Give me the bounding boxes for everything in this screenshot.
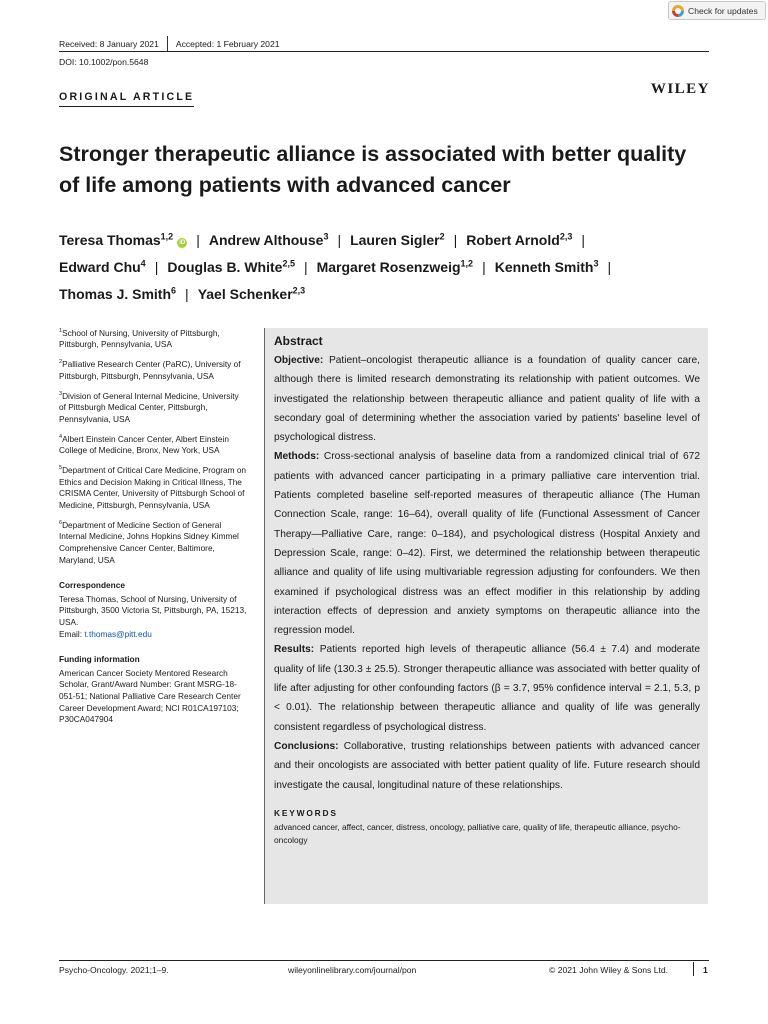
crossmark-icon [672, 5, 684, 17]
check-for-updates-label: Check for updates [688, 5, 758, 16]
affiliation: $^1$School of Nursing, University of Pittsburgh, Pittsburgh, Pennsylvania, USA [59, 327, 220, 350]
article-dates [59, 36, 280, 52]
abstract-box [264, 328, 708, 904]
journal-url[interactable]: wileyonlinelibrary.com/journal/pon [288, 965, 417, 975]
abstract-body [274, 351, 700, 795]
author[interactable]: Teresa Thomas$^{1,2}$iD [59, 231, 186, 248]
affiliations-column [59, 326, 247, 726]
author[interactable]: Margaret Rosenzweig$^{1,2}$ [316, 258, 474, 275]
author-list: Teresa Thomas$^{1,2}$iD | Andrew Althouse$^3$ | Lauren Sigler$^2$ | Robert Arnold$^{2,3}$ | Edward Chu$^4$ | Douglas B. White$^{2,5}$ | Margaret Rosenzweig$^{1,2}$ | Kenneth Smith$^3$ | Thomas J. Smith$^6$ | Yael Schenker$^{2,3}$ [59, 231, 612, 302]
header-rule [59, 51, 709, 52]
affiliation: $^4$Albert Einstein Cancer Center, Albert Einstein College of Medicine, Bronx, New York, USA [59, 433, 230, 456]
email-link[interactable]: t.thomas@pitt.edu [84, 628, 152, 639]
author[interactable]: Thomas J. Smith$^6$ [59, 285, 177, 302]
keywords-list: advanced cancer, affect, cancer, distress, oncology, palliative care, quality of life, therapeutic alliance, psycho-oncology [274, 821, 681, 845]
correspondence-heading: Correspondence [59, 580, 125, 591]
abstract-conclusions: Conclusions: Collaborative, trusting relationships between patients with advanced cancer and their oncologists are associated with better patient quality of life. Future research should investigate the causal, longitudinal nature of these relationships. [274, 740, 700, 791]
correspondence-text: Teresa Thomas, School of Nursing, University of Pittsburgh, 3500 Victoria St, Pittsburgh, PA, 15213, USA. Email: t.thomas@pitt.edu [59, 593, 247, 639]
date-separator [167, 36, 168, 52]
article-type: ORIGINAL ARTICLE [59, 91, 194, 107]
doi: DOI: 10.1002/pon.5648 [59, 57, 149, 67]
abstract-methods: Methods: Cross-sectional analysis of baseline data from a randomized clinical trial of 672 patients with advanced cancer participating in a primary palliative care intervention trial. Patients completed baseline self-reported measures of therapeutic alliance (The Human Connection Scale, range: 16–64), overall quality of life (Functional Assessment of Cancer Therapy—Palliative Care, range: 0–184), and psychological distress (Hospital Anxiety and Depression Scale, range: 0–42). First, we determined the relationship between therapeutic alliance and quality of life using multivariable regression adjusting for confounders. We then examined if psychological distress was an effect modifier in this relationship by adding interaction effects of depression and anxiety symptoms on therapeutic alliance into the regression model. [274, 451, 700, 637]
funding-text: American Cancer Society Mentored Research Scholar, Grant/Award Number: Grant MSRG-18-051-51; National Palliative Care Research Center Career Development Award; NCI R01CA197103; P30CA047904 [59, 667, 241, 725]
author[interactable]: Andrew Althouse$^3$ [208, 231, 329, 248]
keywords-heading: KEYWORDS [274, 807, 338, 818]
publisher-logo: WILEY [650, 81, 710, 97]
abstract-objective: Objective: Patient–oncologist therapeutic alliance is a foundation of quality cancer care, although there is limited research demonstrating its relationship with patient outcomes. We investigated the relationship between therapeutic alliance and patient quality of life with a secondary goal of determining whether the association varied by patients' baseline level of psychological distress. [274, 355, 700, 444]
footer-rule [59, 960, 709, 961]
author[interactable]: Robert Arnold$^{2,3}$ [466, 231, 573, 248]
affiliation: $^5$Department of Critical Care Medicine, Program on Ethics and Decision Making in Critical Illness, The CRISMA Center, University of Pittsburgh School of Medicine, Pittsburgh, Pennsylvania, USA [59, 465, 247, 510]
received-date: Received: 8 January 2021 [59, 39, 159, 49]
affiliation: $^2$Palliative Research Center (PaRC), University of Pittsburgh, Pittsburgh, Pennsylvania, USA [59, 359, 241, 381]
author[interactable]: Yael Schenker$^{2,3}$ [197, 285, 306, 302]
affiliation: $^6$Department of Medicine Section of General Internal Medicine, Johns Hopkins Sidney Kimmel Comprehensive Cancer Center, Baltimore, Maryland, USA [59, 519, 239, 565]
article-title: Stronger therapeutic alliance is associated with better quality of life among patients with advanced cancer [59, 142, 687, 197]
page-number-separator [693, 962, 694, 976]
copyright: © 2021 John Wiley & Sons Ltd. [549, 965, 669, 975]
check-for-updates-button[interactable] [668, 1, 766, 20]
affiliation: $^3$Division of General Internal Medicine, University of Pittsburgh Medical Center, Pittsburgh, Pennsylvania, USA [59, 390, 239, 424]
abstract-heading: Abstract [274, 334, 323, 348]
abstract-results: Results: Patients reported high levels of therapeutic alliance (56.4 ± 7.4) and moderate quality of life (130.3 ± 25.5). Stronger therapeutic alliance was associated with better quality of life after adjusting for other confounding factors (β = 3.7, 95% confidence interval = 2.1, 5.3, p < 0.01). The relationship between therapeutic alliance and quality of life was generally consistent regardless of psychological distress. [274, 644, 700, 733]
page-number: 1 [703, 965, 708, 975]
journal-citation: Psycho-Oncology. 2021;1–9. [59, 965, 169, 975]
accepted-date: Accepted: 1 February 2021 [175, 39, 280, 49]
author[interactable]: Kenneth Smith$^3$ [494, 258, 599, 275]
author[interactable]: Lauren Sigler$^2$ [350, 231, 445, 248]
author[interactable]: Douglas B. White$^{2,5}$ [167, 258, 295, 275]
author[interactable]: Edward Chu$^4$ [59, 258, 146, 275]
funding-heading: Funding information [59, 654, 140, 665]
orcid-icon[interactable]: iD [179, 239, 186, 246]
